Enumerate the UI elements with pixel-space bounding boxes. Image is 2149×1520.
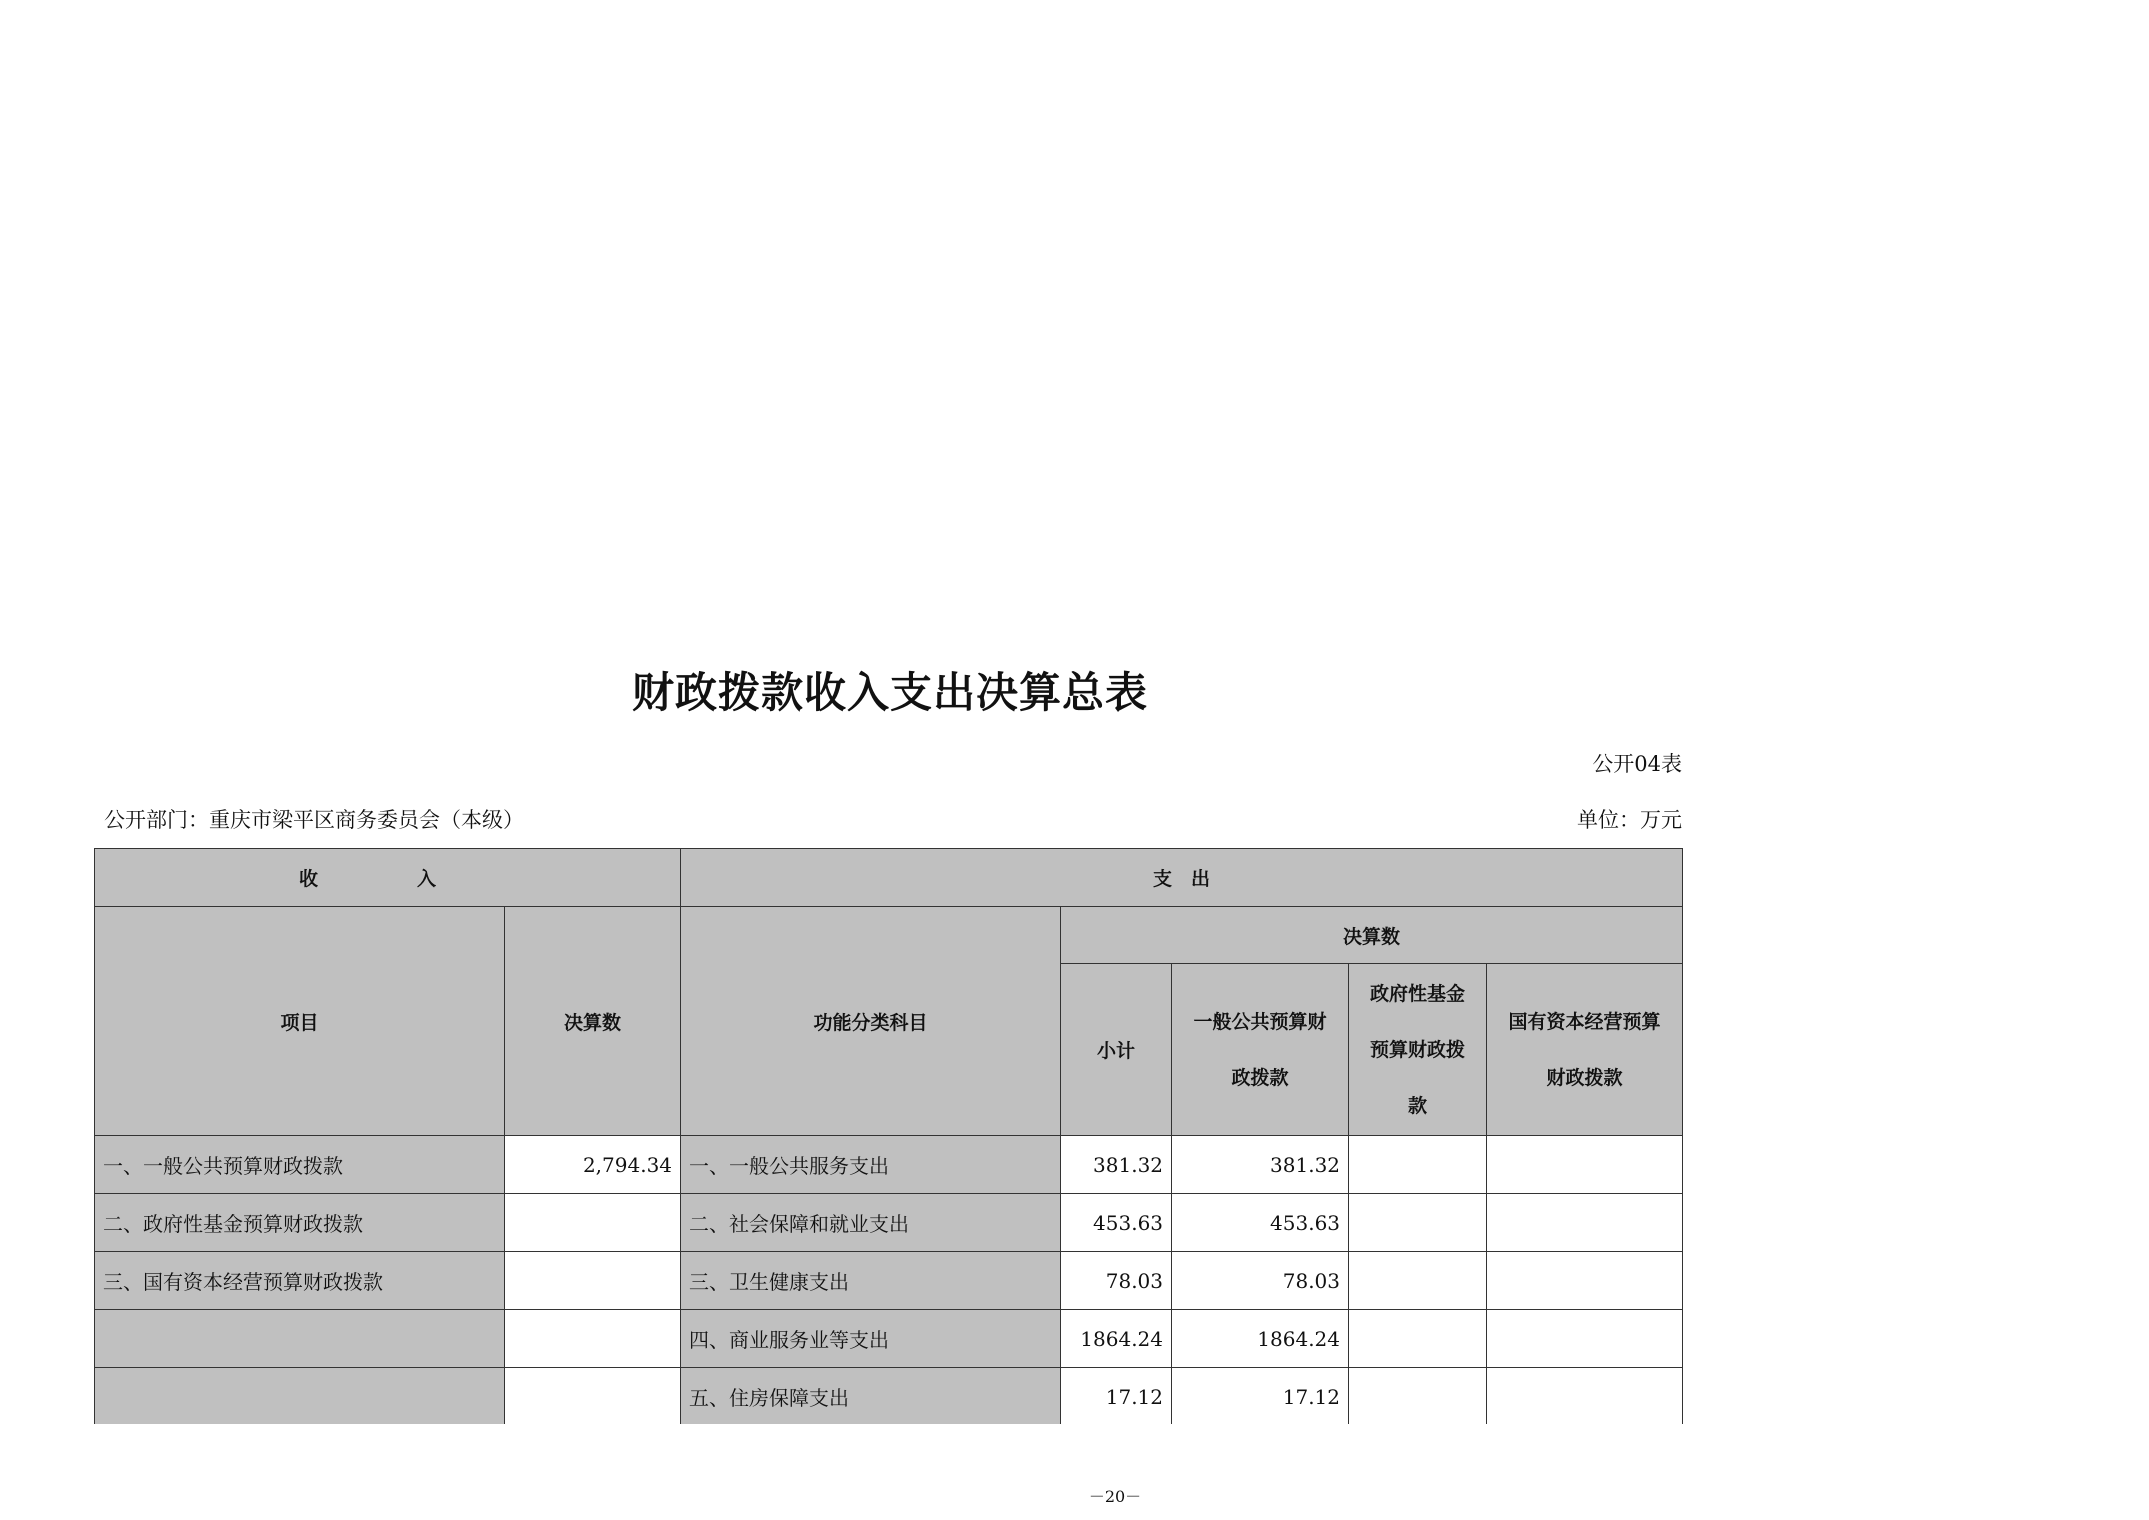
gov-fund-cell bbox=[1349, 1368, 1487, 1425]
state-capital-cell bbox=[1487, 1368, 1683, 1425]
gov-fund-cell bbox=[1349, 1194, 1487, 1252]
state-capital-cell bbox=[1487, 1136, 1683, 1194]
income-amount-cell: 2,794.34 bbox=[505, 1136, 681, 1194]
general-public-header: 一般公共预算财政拨款 bbox=[1172, 964, 1349, 1136]
function-category-header: 功能分类科目 bbox=[681, 907, 1061, 1136]
gov-fund-cell bbox=[1349, 1136, 1487, 1194]
subtotal-cell: 78.03 bbox=[1061, 1252, 1172, 1310]
income-amount-cell bbox=[505, 1194, 681, 1252]
expense-item-cell: 一、一般公共服务支出 bbox=[681, 1136, 1061, 1194]
state-capital-header: 国有资本经营预算财政拨款 bbox=[1487, 964, 1683, 1136]
subtotal-cell: 453.63 bbox=[1061, 1194, 1172, 1252]
subtotal-cell: 1864.24 bbox=[1061, 1310, 1172, 1368]
unit-label: 单位：万元 bbox=[1577, 808, 1682, 832]
general-cell: 1864.24 bbox=[1172, 1310, 1349, 1368]
subtotal-cell: 381.32 bbox=[1061, 1136, 1172, 1194]
income-item-cell: 三、国有资本经营预算财政拨款 bbox=[95, 1252, 505, 1310]
state-capital-cell bbox=[1487, 1252, 1683, 1310]
gov-fund-header: 政府性基金预算财政拨款 bbox=[1349, 964, 1487, 1136]
budget-table bbox=[94, 848, 1683, 1424]
income-amount-cell bbox=[505, 1310, 681, 1368]
state-capital-cell bbox=[1487, 1310, 1683, 1368]
expense-item-cell: 四、商业服务业等支出 bbox=[681, 1310, 1061, 1368]
general-cell: 78.03 bbox=[1172, 1252, 1349, 1310]
subtotal-header: 小计 bbox=[1061, 964, 1172, 1136]
table-row bbox=[95, 1252, 1683, 1310]
item-header: 项目 bbox=[95, 907, 505, 1136]
table-container bbox=[94, 848, 1684, 1424]
gov-fund-cell bbox=[1349, 1310, 1487, 1368]
income-item-cell: 二、政府性基金预算财政拨款 bbox=[95, 1194, 505, 1252]
table-row bbox=[95, 1310, 1683, 1368]
table-row bbox=[95, 1136, 1683, 1194]
income-item-cell bbox=[95, 1368, 505, 1425]
general-cell: 453.63 bbox=[1172, 1194, 1349, 1252]
income-item-cell bbox=[95, 1310, 505, 1368]
page-number: －20－ bbox=[1088, 1487, 1142, 1506]
table-code: 公开04表 bbox=[1592, 752, 1682, 776]
expense-item-cell: 二、社会保障和就业支出 bbox=[681, 1194, 1061, 1252]
expense-item-cell: 五、住房保障支出 bbox=[681, 1368, 1061, 1425]
income-amount-cell bbox=[505, 1368, 681, 1425]
income-amount-cell bbox=[505, 1252, 681, 1310]
expense-item-cell: 三、卫生健康支出 bbox=[681, 1252, 1061, 1310]
income-item-cell: 一、一般公共预算财政拨款 bbox=[95, 1136, 505, 1194]
general-cell: 17.12 bbox=[1172, 1368, 1349, 1425]
state-capital-cell bbox=[1487, 1194, 1683, 1252]
subtotal-cell: 17.12 bbox=[1061, 1368, 1172, 1425]
final-amount-group-header: 决算数 bbox=[1061, 907, 1683, 964]
table-row bbox=[95, 1368, 1683, 1425]
income-header: 收 入 bbox=[95, 849, 681, 907]
final-amount-header: 决算数 bbox=[505, 907, 681, 1136]
general-cell: 381.32 bbox=[1172, 1136, 1349, 1194]
gov-fund-cell bbox=[1349, 1252, 1487, 1310]
table-row bbox=[95, 1194, 1683, 1252]
page-title: 财政拨款收入支出决算总表 bbox=[631, 668, 1148, 717]
department-label: 公开部门：重庆市梁平区商务委员会（本级） bbox=[104, 808, 524, 832]
expense-header: 支 出 bbox=[681, 849, 1683, 907]
